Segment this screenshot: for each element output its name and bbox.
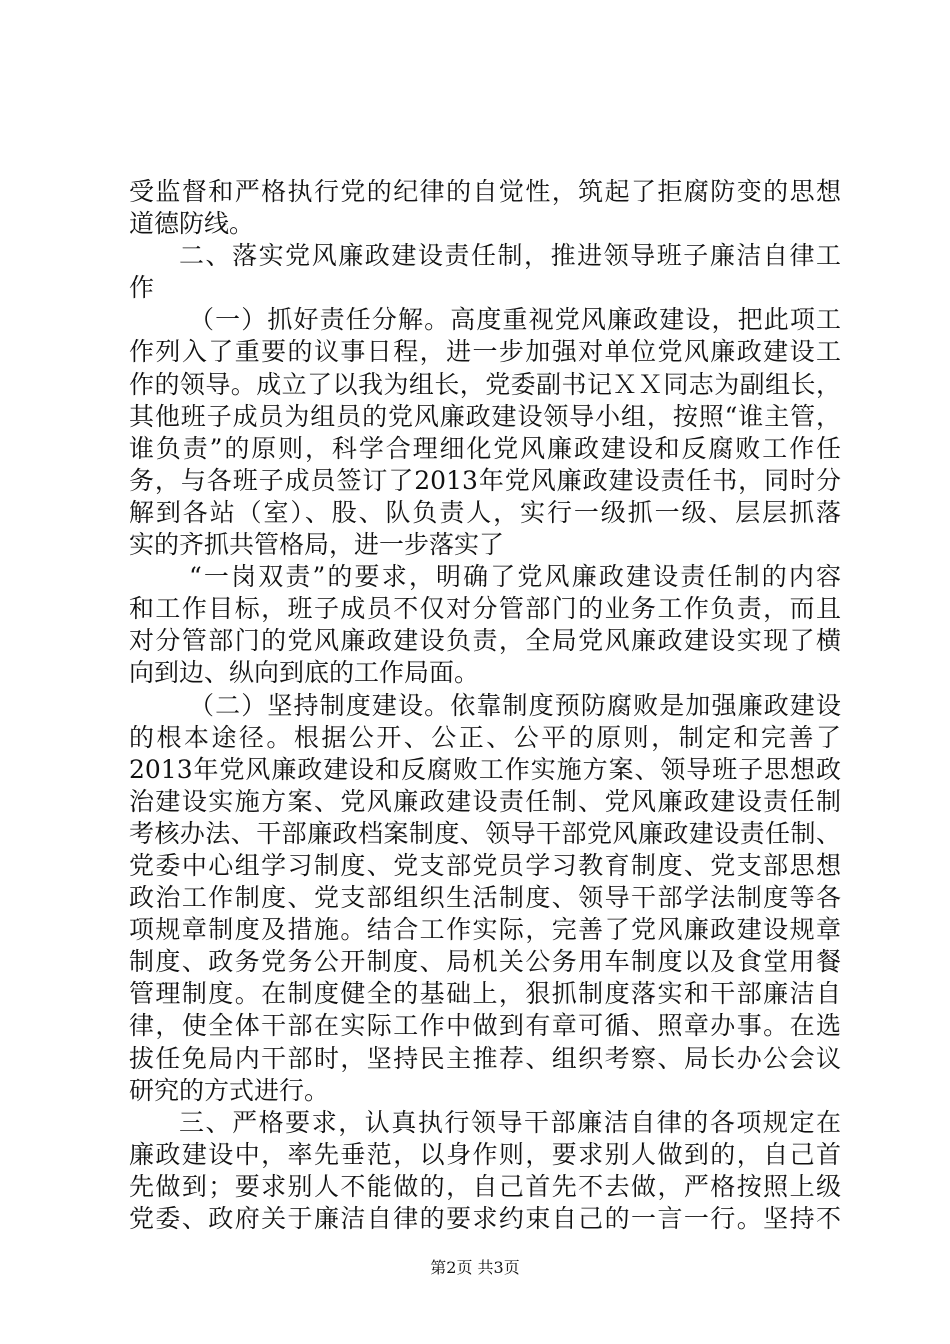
- body-text-line: 向到边、纵向到底的工作局面。: [129, 658, 480, 688]
- body-text-line: 项规章制度及措施。结合工作实际，完善了党风廉政建设规章: [129, 915, 841, 945]
- body-text-line: 受监督和严格执行党的纪律的自觉性，筑起了拒腐防变的思想: [129, 177, 841, 206]
- body-text-line: 研究的方式进行。: [129, 1075, 330, 1105]
- body-text-line: 考核办法、干部廉政档案制度、领导干部党风廉政建设责任制、: [129, 818, 841, 848]
- body-text-line: 律，使全体干部在实际工作中做到有章可循、照章办事。在选: [129, 1011, 841, 1041]
- body-text-line: 道德防线。: [129, 209, 255, 239]
- body-text-line: 作列入了重要的议事日程，进一步加强对单位党风廉政建设工: [129, 337, 841, 367]
- body-text-line: 拔任免局内干部时，坚持民主推荐、组织考察、局长办公会议: [129, 1043, 841, 1073]
- body-text-line: 谁负责”的原则，科学合理细化党风廉政建设和反腐败工作任: [129, 433, 841, 463]
- body-text-line: 党委中心组学习制度、党支部党员学习教育制度、党支部思想: [129, 850, 841, 880]
- body-text-line: 务，与各班子成员签订了2013年党风廉政建设责任书，同时分: [129, 465, 841, 495]
- body-text-line: 实的齐抓共管格局，进一步落实了: [129, 530, 505, 560]
- document-body: [129, 176, 841, 1235]
- body-text-line: 管理制度。在制度健全的基础上，狠抓制度落实和干部廉洁自: [129, 979, 841, 1009]
- body-text-line: “一岗双责”的要求，明确了党风廉政建设责任制的内容: [189, 562, 841, 592]
- body-text-line: 和工作目标，班子成员不仅对分管部门的业务工作负责，而且: [129, 594, 841, 624]
- body-text-line: 制度、政务党务公开制度、局机关公务用车制度以及食堂用餐: [129, 947, 841, 977]
- page-footer: 第2页 共3页: [430, 1258, 520, 1277]
- body-text-line: 三、严格要求，认真执行领导干部廉洁自律的各项规定在: [179, 1107, 841, 1137]
- body-text-line: 对分管部门的党风廉政建设负责，全局党风廉政建设实现了横: [129, 626, 841, 656]
- body-text-line: 其他班子成员为组员的党风廉政建设领导小组，按照“谁主管，: [129, 401, 841, 431]
- body-text-line: （一）抓好责任分解。高度重视党风廉政建设，把此项工: [189, 305, 841, 335]
- body-text-line: 治建设实施方案、党风廉政建设责任制、党风廉政建设责任制: [129, 786, 841, 816]
- body-text-line: 解到各站（室）、股、队负责人，实行一级抓一级、层层抓落: [129, 497, 841, 527]
- body-text-line: 作: [129, 273, 155, 303]
- body-text-line: 政治工作制度、党支部组织生活制度、领导干部学法制度等各: [129, 883, 841, 913]
- body-text-line: 廉政建设中，率先垂范，以身作则，要求别人做到的，自己首: [129, 1139, 841, 1169]
- body-text-line: 作的领导。成立了以我为组长，党委副书记ＸＸ同志为副组长，: [129, 369, 841, 399]
- body-text-line: 2013年党风廉政建设和反腐败工作实施方案、领导班子思想政: [129, 754, 841, 784]
- body-text-line: 党委、政府关于廉洁自律的要求约束自己的一言一行。坚持不: [129, 1204, 841, 1233]
- body-text-line: 的根本途径。根据公开、公正、公平的原则，制定和完善了: [129, 722, 841, 752]
- body-text-line: （二）坚持制度建设。依靠制度预防腐败是加强廉政建设: [189, 690, 841, 720]
- body-text-line: 先做到；要求别人不能做的，自己首先不去做，严格按照上级: [129, 1171, 841, 1201]
- body-text-line: 二、落实党风廉政建设责任制，推进领导班子廉洁自律工: [179, 241, 841, 271]
